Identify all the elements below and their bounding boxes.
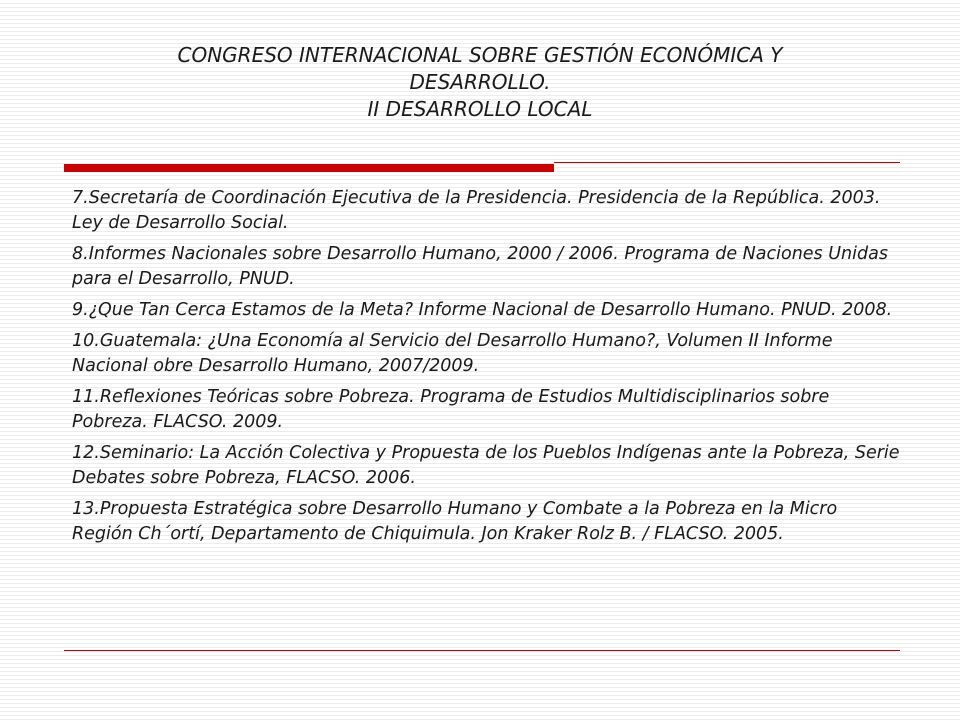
reference-item: 10.Guatemala: ¿Una Economía al Servicio del Desarrollo Humano?, Volumen II Informe Nacional obre Desarrollo Humano, 2007/2009. [72,331,833,376]
title-line-2: DESARROLLO. [409,70,551,94]
reference-list [72,186,902,553]
reference-item: 8.Informes Nacionales sobre Desarrollo Humano, 2000 / 2006. Programa de Naciones Unidas para el Desarrollo, PNUD. [72,244,888,289]
slide-title [60,42,900,123]
footer-divider [64,650,900,651]
title-line-3: II DESARROLLO LOCAL [367,97,593,121]
title-divider-thin-line [554,162,900,163]
title-line-1: CONGRESO INTERNACIONAL SOBRE GESTIÓN ECONÓMICA Y [177,43,783,67]
reference-item: 9.¿Que Tan Cerca Estamos de la Meta? Informe Nacional de Desarrollo Humano. PNUD. 2008. [72,300,893,320]
reference-item: 12.Seminario: La Acción Colectiva y Propuesta de los Pueblos Indígenas ante la Pobreza, Serie Debates sobre Pobreza, FLACSO. 2006. [72,443,900,488]
reference-item: 13.Propuesta Estratégica sobre Desarrollo Humano y Combate a la Pobreza en la Micro Región Ch´ortí, Departamento de Chiquimula. Jon Kraker Rolz B. / FLACSO. 2005. [72,499,838,544]
reference-item: 11.Reflexiones Teóricas sobre Pobreza. Programa de Estudios Multidisciplinarios sobre Pobreza. FLACSO. 2009. [72,387,830,432]
title-divider-thick-bar [64,164,554,172]
reference-item: 7.Secretaría de Coordinación Ejecutiva de la Presidencia. Presidencia de la República. 2003. Ley de Desarrollo Social. [72,188,881,233]
title-divider [64,162,900,172]
